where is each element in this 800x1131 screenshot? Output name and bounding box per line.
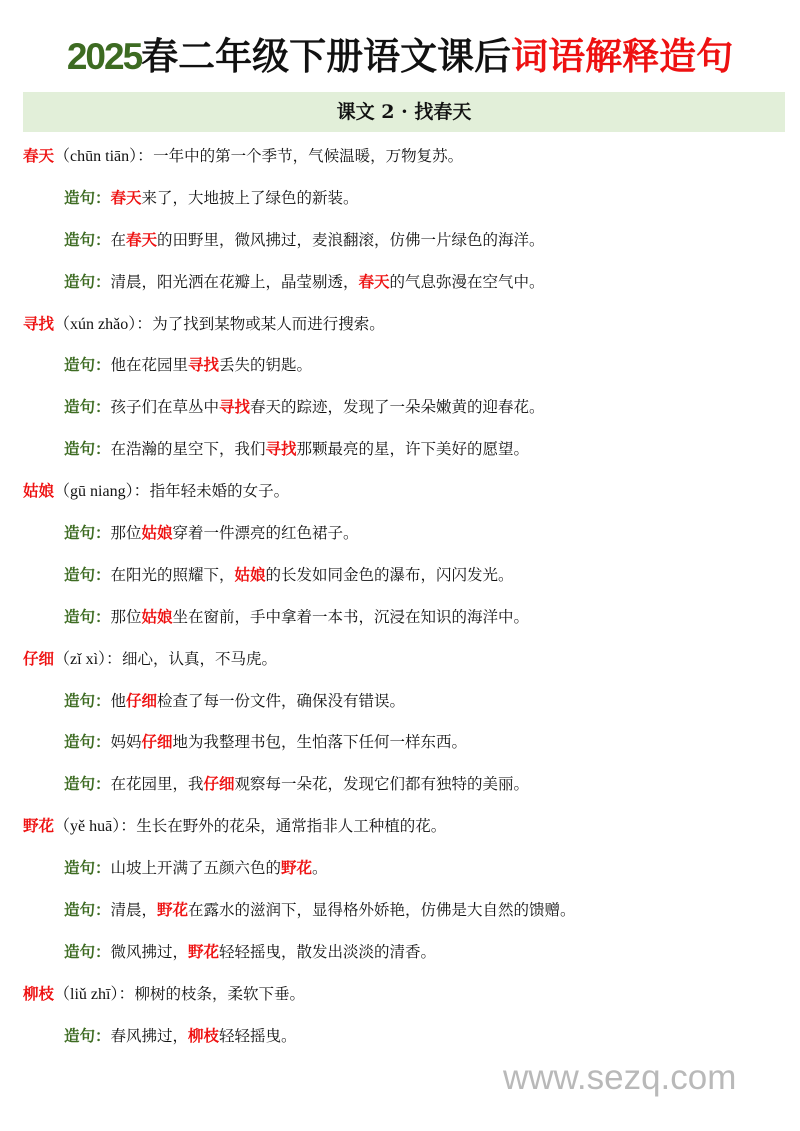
example-sentence — [23, 896, 793, 938]
example-sentence — [23, 938, 793, 980]
entry-pinyin: （zǐ xì）： — [54, 650, 123, 668]
word-entry — [23, 980, 793, 1022]
entry-definition: 为了找到某物或某人而进行搜索。 — [152, 314, 385, 333]
sentence-text: 。 — [312, 859, 328, 878]
word-entry — [23, 812, 793, 854]
entry-word: 寻找 — [23, 313, 55, 333]
sentence-text: 轻轻摇曳。 — [219, 1026, 297, 1045]
entry-definition: 柳树的枝条，柔软下垂。 — [134, 984, 305, 1003]
sentence-text: 的长发如同金色的瀑布，闪闪发光。 — [265, 565, 514, 584]
sentence-keyword: 野花 — [157, 900, 189, 920]
entry-definition: 指年轻未婚的女子。 — [149, 482, 290, 501]
example-sentence — [23, 435, 793, 477]
sentence-text: 检查了每一份文件，确保没有错误。 — [157, 691, 406, 710]
example-sentence — [23, 184, 793, 226]
sentence-label: 造句： — [64, 941, 111, 961]
sentence-text: 那位 — [110, 524, 142, 543]
example-sentence — [23, 393, 793, 435]
sentence-text: 他在花园里 — [110, 356, 189, 375]
sentence-keyword: 野花 — [281, 858, 313, 878]
sentence-text: 的气息弥漫在空气中。 — [389, 272, 545, 291]
example-sentence — [23, 770, 793, 812]
example-sentence — [23, 854, 793, 896]
sentence-text: 的田野里，微风拂过，麦浪翻滚，仿佛一片绿色的海洋。 — [157, 230, 545, 249]
sentence-label: 造句： — [64, 732, 111, 752]
sentence-text: 穿着一件漂亮的红色裙子。 — [172, 524, 359, 543]
entry-word: 春天 — [23, 146, 55, 165]
word-entry — [23, 310, 793, 352]
sentence-label: 造句： — [64, 187, 111, 207]
example-sentence — [23, 603, 793, 645]
entry-pinyin: （gū niang）： — [54, 483, 150, 501]
sentence-keyword: 春天 — [126, 229, 158, 249]
sentence-keyword: 仔细 — [141, 732, 173, 752]
word-entry — [23, 477, 793, 519]
sentence-text: 孩子们在草丛中 — [110, 398, 220, 417]
sentence-label: 造句： — [64, 564, 111, 584]
sentence-keyword: 春天 — [110, 187, 142, 207]
sentence-text: 山坡上开满了五颜六色的 — [110, 859, 282, 878]
sentence-label: 造句： — [64, 439, 111, 459]
sentence-keyword: 姑娘 — [234, 564, 266, 584]
sentence-text: 在露水的滋润下，显得格外娇艳，仿佛是大自然的馈赠。 — [188, 901, 576, 920]
sentence-label: 造句： — [64, 774, 111, 794]
sentence-label: 造句： — [64, 690, 111, 710]
sentence-text: 清晨，阳光洒在花瓣上，晶莹剔透， — [110, 272, 359, 291]
sentence-text: 春天的踪迹，发现了一朵朵嫩黄的迎春花。 — [250, 398, 545, 417]
watermark: www.sezq.com — [503, 1058, 737, 1097]
sentence-keyword: 寻找 — [188, 355, 220, 375]
sentence-label: 造句： — [64, 397, 111, 417]
sentence-text: 那位 — [110, 607, 142, 626]
page-title: 2025春二年级下册语文课后词语解释造句 — [66, 34, 734, 78]
sentence-keyword: 姑娘 — [141, 523, 173, 543]
sentence-text: 坐在窗前，手中拿着一本书，沉浸在知识的海洋中。 — [172, 607, 530, 626]
entry-definition: 生长在野外的花朵，通常指非人工种植的花。 — [136, 817, 447, 836]
entry-word: 野花 — [23, 816, 55, 836]
entry-pinyin: （xún zhǎo）： — [54, 315, 153, 333]
sentence-label: 造句： — [64, 229, 111, 249]
example-sentence — [23, 226, 793, 268]
entry-word: 仔细 — [23, 648, 55, 668]
lesson-heading: 课文 2 · 找春天 — [23, 92, 785, 132]
sentence-text: 他 — [110, 691, 127, 710]
sentence-text: 在阳光的照耀下， — [110, 565, 235, 584]
sentence-text: 妈妈 — [110, 733, 142, 752]
example-sentence — [23, 351, 793, 393]
sentence-text: 清晨， — [110, 901, 158, 920]
sentence-text: 微风拂过， — [110, 942, 189, 961]
sentence-text: 在花园里，我 — [110, 775, 204, 794]
entry-word: 柳枝 — [23, 983, 55, 1003]
word-entry — [23, 142, 793, 184]
sentence-keyword: 寻找 — [265, 439, 297, 459]
entry-pinyin: （chūn tiān）： — [54, 148, 154, 165]
sentence-text: 观察每一朵花，发现它们都有独特的美丽。 — [234, 775, 530, 794]
sentence-keyword: 寻找 — [219, 397, 251, 417]
example-sentence — [23, 728, 793, 770]
sentence-label: 造句： — [64, 858, 111, 878]
sentence-text: 春风拂过， — [110, 1026, 189, 1045]
sentence-keyword: 柳枝 — [188, 1025, 220, 1045]
sentence-text: 地为我整理书包，生怕落下任何一样东西。 — [172, 733, 468, 752]
entry-pinyin: （liǔ zhī）： — [54, 985, 135, 1003]
sentence-keyword: 野花 — [188, 941, 220, 961]
sentence-text: 轻轻摇曳，散发出淡淡的清香。 — [219, 942, 437, 961]
sentence-label: 造句： — [64, 355, 111, 375]
word-entry — [23, 645, 793, 687]
example-sentence — [23, 561, 793, 603]
sentence-text: 在浩瀚的星空下，我们 — [110, 440, 266, 459]
sentence-keyword: 春天 — [358, 271, 390, 291]
sentence-label: 造句： — [64, 523, 111, 543]
example-sentence — [23, 687, 793, 729]
sentence-keyword: 仔细 — [126, 690, 158, 710]
sentence-label: 造句： — [64, 271, 111, 291]
sentence-label: 造句： — [64, 1025, 111, 1045]
entry-pinyin: （yě huā）： — [54, 818, 137, 836]
sentence-text: 在 — [110, 230, 127, 249]
example-sentence — [23, 519, 793, 561]
sentence-text: 丢失的钥匙。 — [219, 356, 313, 375]
sentence-label: 造句： — [64, 606, 111, 626]
sentence-keyword: 仔细 — [203, 774, 235, 794]
word-list — [23, 142, 793, 1064]
entry-definition: 细心，认真，不马虎。 — [122, 649, 278, 668]
sentence-text: 来了，大地披上了绿色的新装。 — [141, 188, 359, 207]
example-sentence — [23, 268, 793, 310]
sentence-label: 造句： — [64, 900, 111, 920]
entry-definition: 一年中的第一个季节，气候温暖，万物复苏。 — [153, 147, 464, 165]
entry-word: 姑娘 — [23, 481, 55, 501]
sentence-keyword: 姑娘 — [141, 606, 173, 626]
sentence-text: 那颗最亮的星，许下美好的愿望。 — [296, 440, 530, 459]
